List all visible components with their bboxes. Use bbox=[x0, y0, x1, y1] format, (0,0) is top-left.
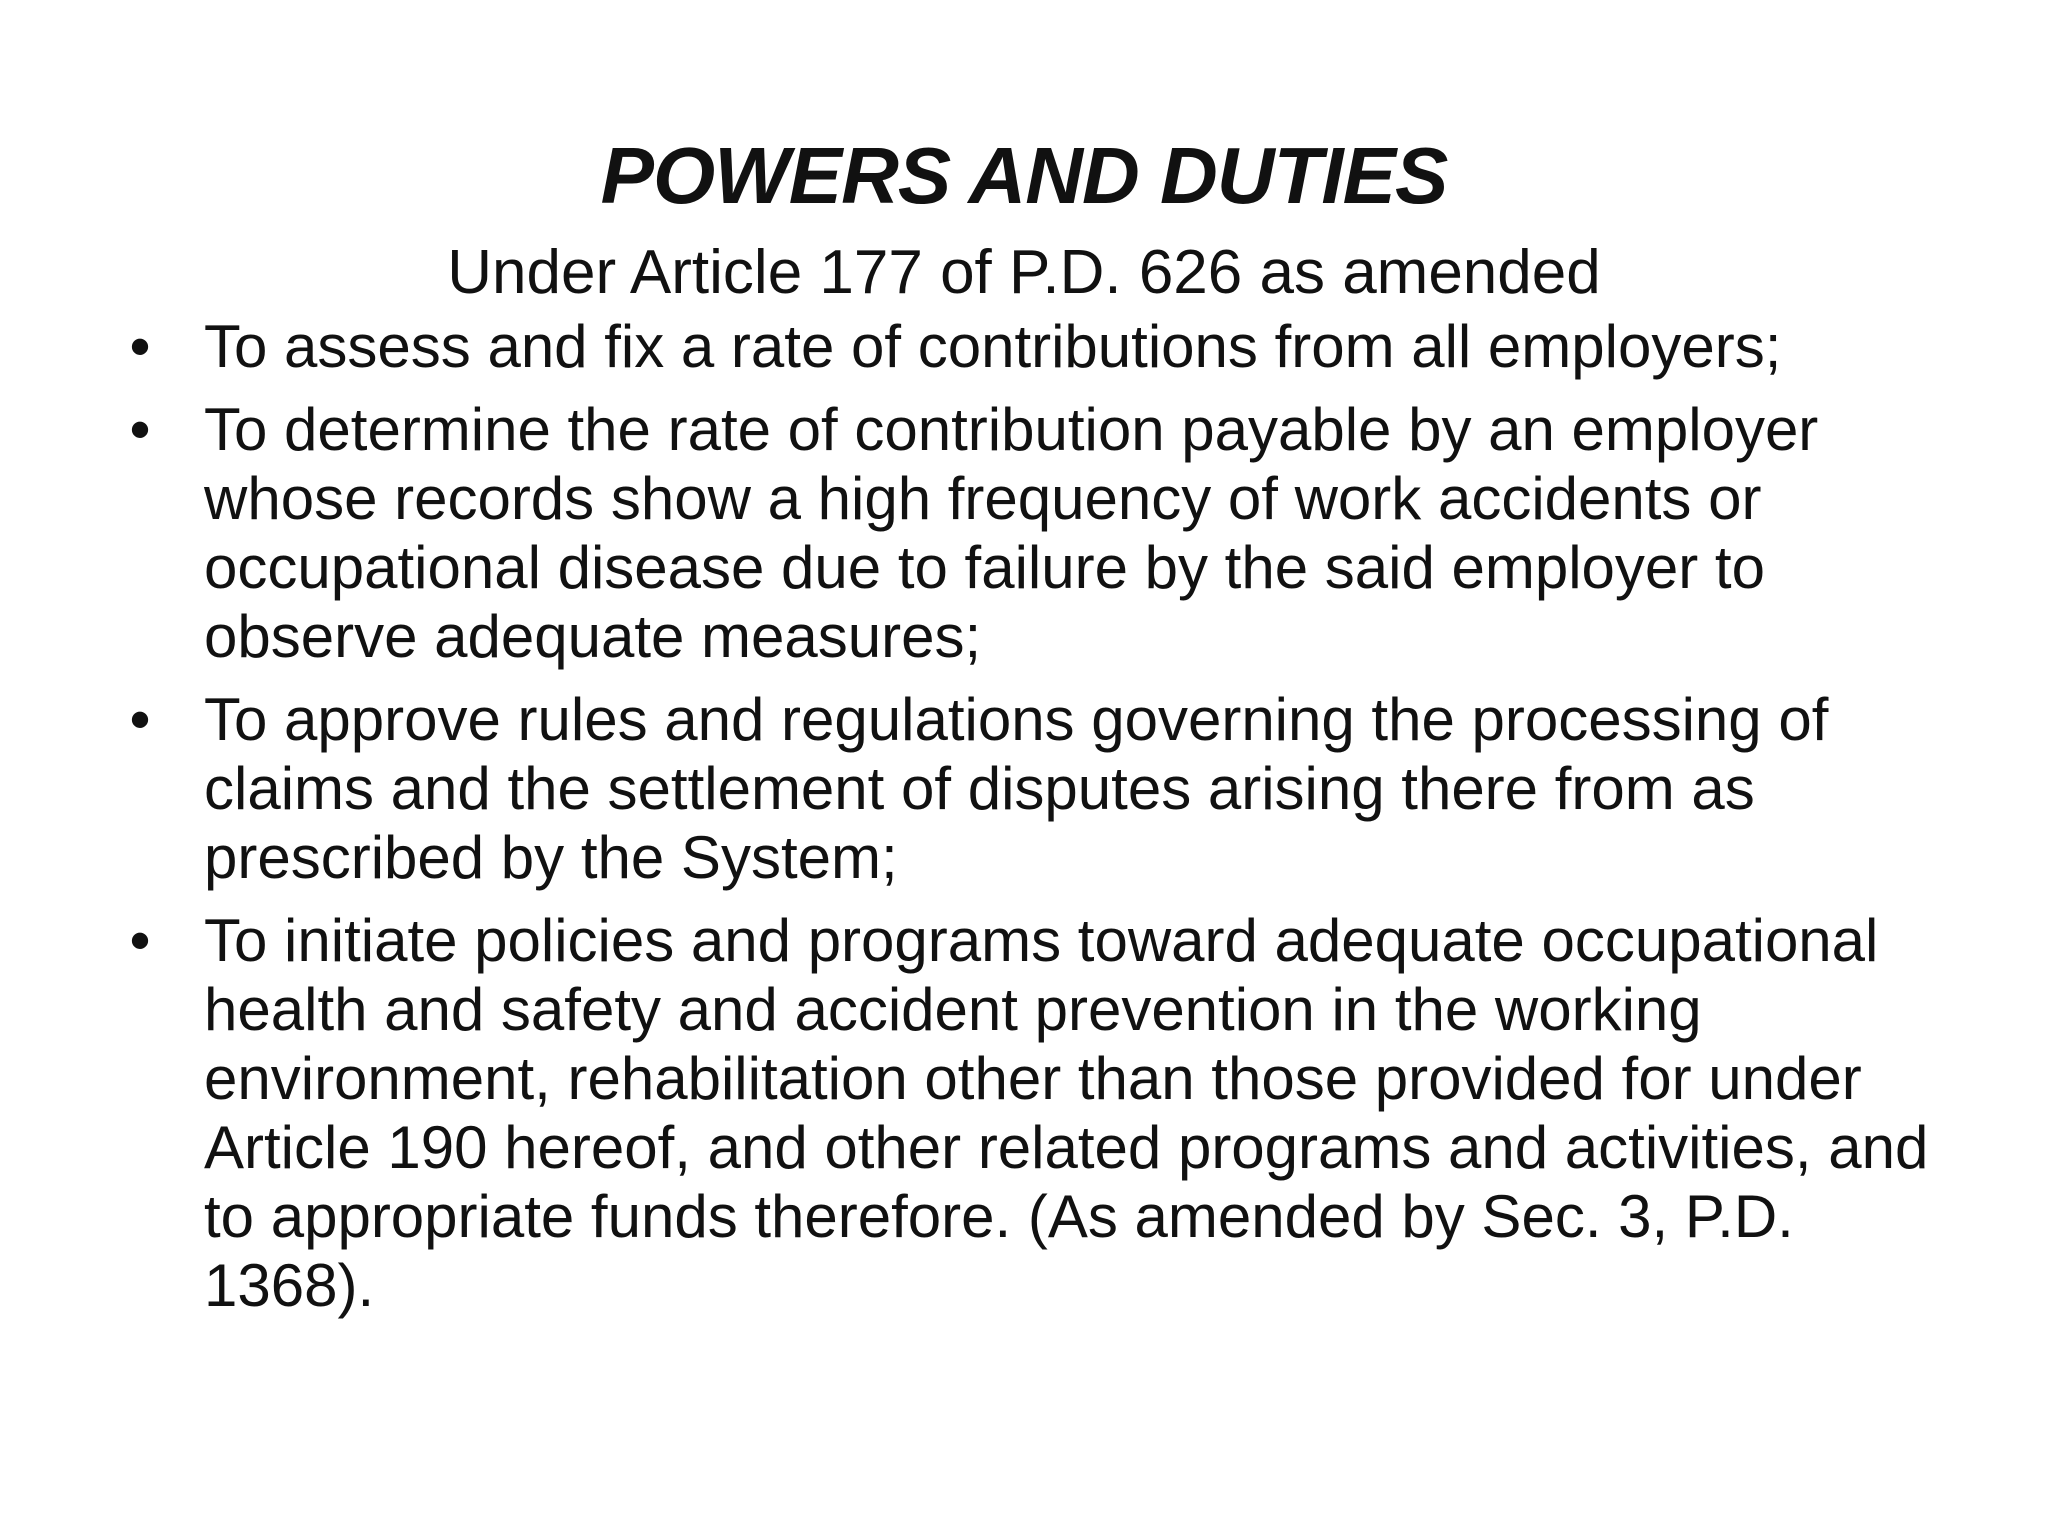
bullet-item bbox=[120, 685, 1970, 892]
bullet-text: To determine the rate of contribution payable by an employer whose records show a high frequency of work accidents or occupational disease due to failure by the said employer to observe adequate measures; bbox=[204, 396, 1819, 670]
bullet-icon: • bbox=[129, 396, 151, 463]
slide-title: POWERS AND DUTIES bbox=[600, 131, 1448, 220]
bullet-item bbox=[120, 395, 1970, 671]
bullet-text: To assess and fix a rate of contributions from all employers; bbox=[204, 313, 1782, 380]
bullet-item bbox=[120, 906, 1970, 1320]
bullet-icon: • bbox=[129, 313, 151, 380]
bullet-item bbox=[120, 312, 1970, 381]
bullet-text: To approve rules and regulations governing the processing of claims and the settlement of disputes arising there from as prescribed by the System; bbox=[204, 686, 1829, 891]
slide-subtitle: Under Article 177 of P.D. 626 as amended bbox=[447, 238, 1601, 307]
bullet-text: To initiate policies and programs toward adequate occupational health and safety and accident prevention in the working environment, rehabilitation other than those provided for under Article 190 hereof, and other related programs and activities, and to appropriate funds therefore. (As amended by Sec. 3, P.D. 1368). bbox=[204, 907, 1929, 1319]
bullet-list bbox=[120, 312, 1970, 1334]
bullet-icon: • bbox=[129, 686, 151, 753]
bullet-icon: • bbox=[129, 907, 151, 974]
